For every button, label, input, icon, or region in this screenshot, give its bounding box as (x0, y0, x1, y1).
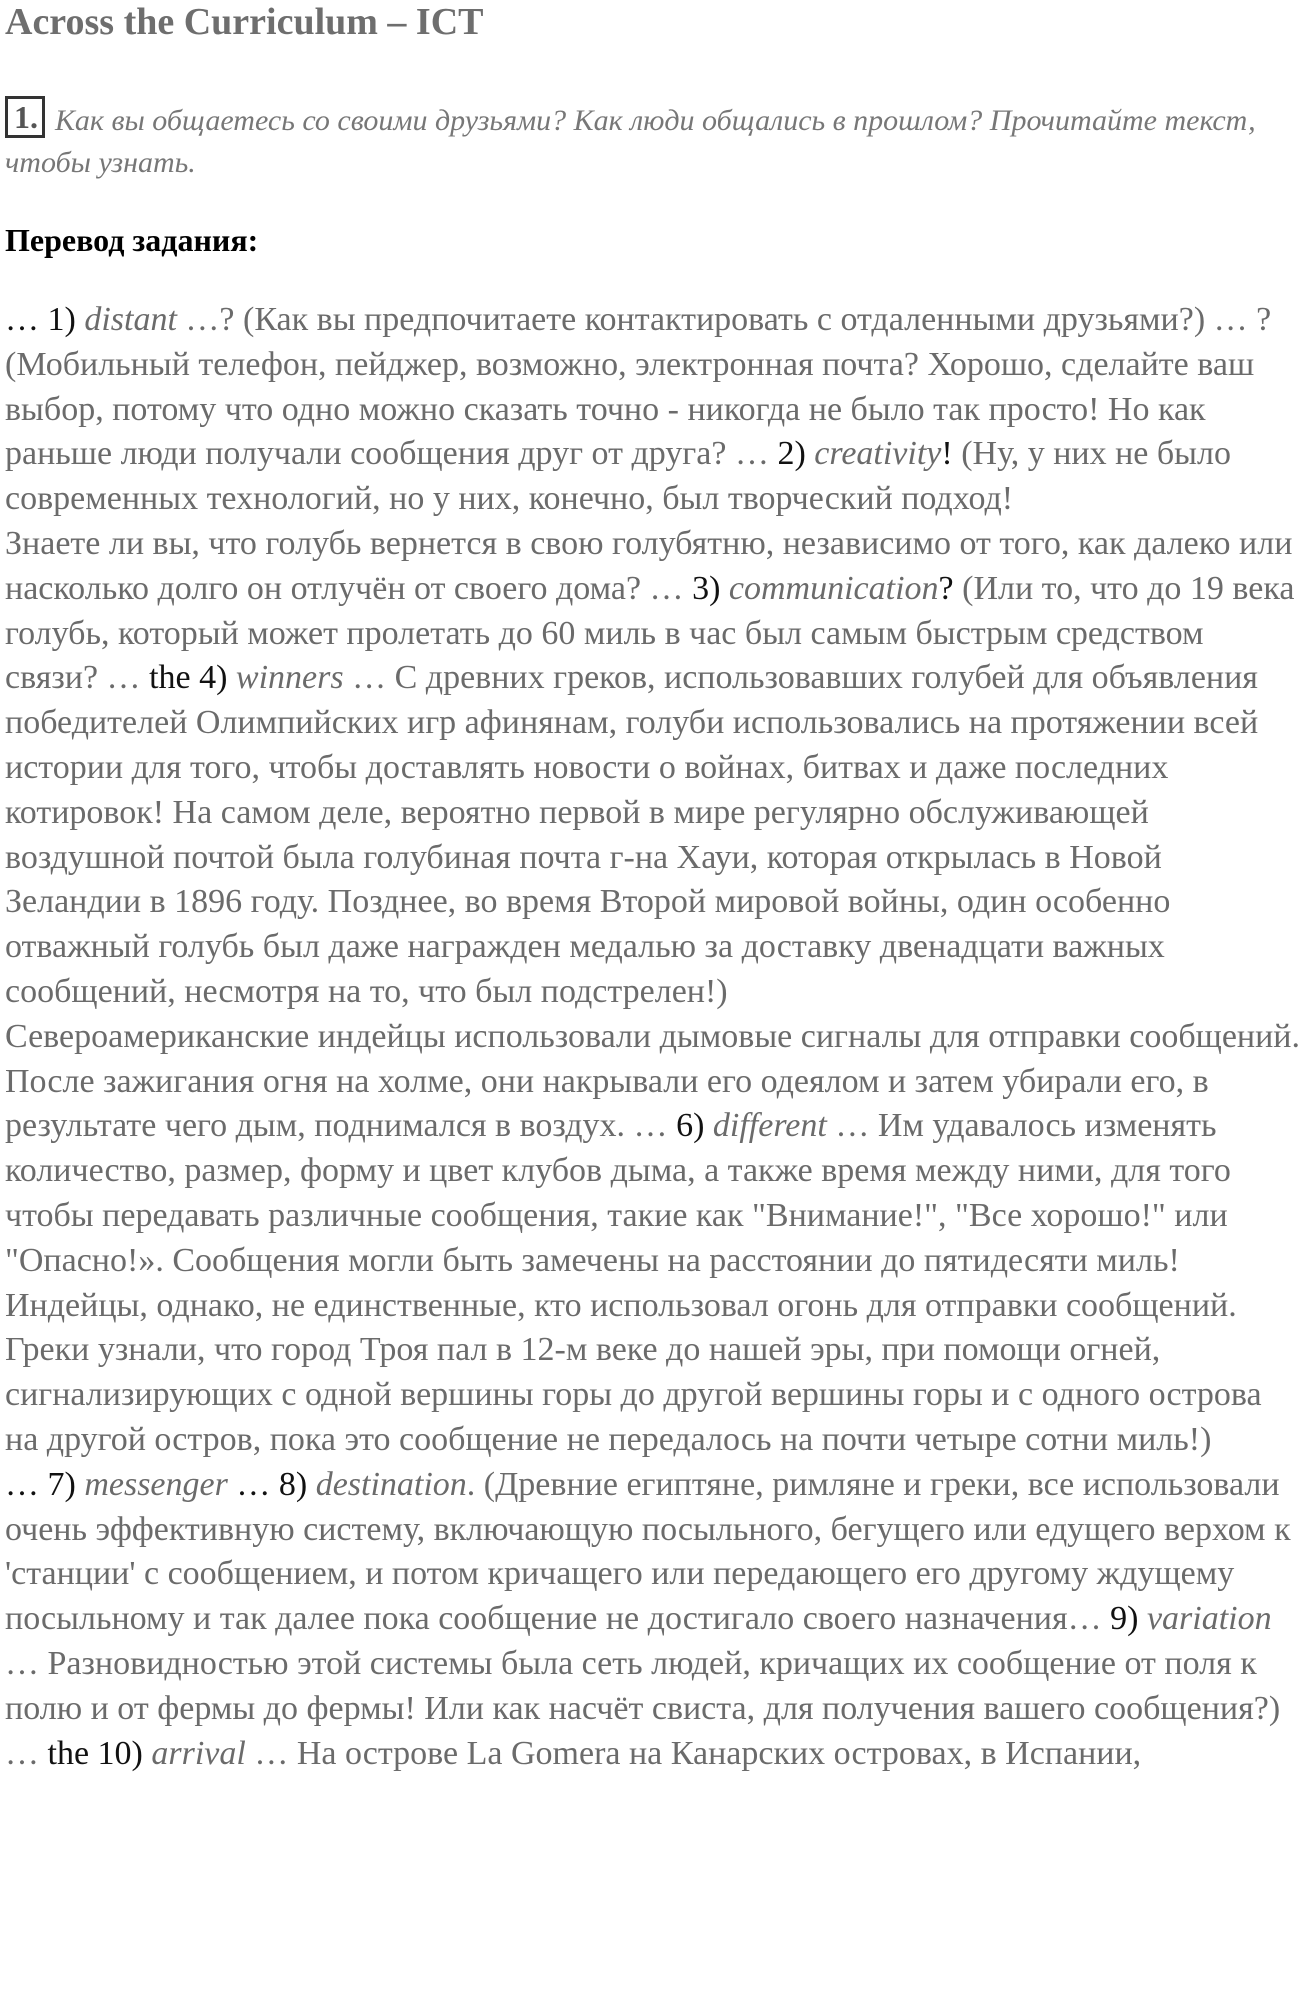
answer-4-word: winners (235, 659, 344, 697)
answer-4-number: the 4) (149, 659, 236, 697)
paragraph-3 (5, 1015, 1303, 1463)
answer-10-word: arrival (151, 1734, 246, 1772)
answer-1-word: distant (84, 301, 177, 338)
answer-3-word: communication (728, 569, 939, 607)
answer-8-number: 8) (278, 1465, 316, 1503)
answer-7-prefix: … (5, 1465, 48, 1503)
answer-6-number: 6) (676, 1107, 713, 1145)
answer-10-number: the 10) (47, 1734, 152, 1772)
answer-9-word: variation (1146, 1600, 1272, 1638)
answer-6-word: different (712, 1107, 827, 1145)
page-title: Across the Curriculum – ICT (5, 1, 484, 43)
paragraph-4 (5, 1463, 1303, 1777)
paragraph-3-text: Североамериканские индейцы использовали дымовые сигналы для отправки сообщений. После зажигания огня на холме, они накрывали его одеялом и затем убирали его, в результате чего дым, поднимался в воздух. … (5, 1017, 1301, 1145)
paragraph-1-text: …? (Как вы предпочитаете контактировать с отдаленными друзьями?) … ? (Мобильный телефон, пейджер, возможно, электронная почта? Хорошо, сделайте ваш выбор, потому что одно можно сказать точно - никогда не было так просто! Но как раньше люди получали сообщения друг от друга? … (5, 301, 1272, 473)
translation-body (5, 298, 1303, 1776)
paragraph-2-text-3: … С древних греков, использовавших голубей для объявления победителей Олимпийских игр афинянам, голуби использовались на протяжении всей истории для того, чтобы доставлять новости о войнах, битвах и даже последних котировок! На самом деле, вероятно первой в мире регулярно обслуживающей воздушной почтой была голубиная почта г-на Хауи, которая открылась в Новой Зеландии в 1896 году. Позднее, во время Второй мировой войны, один особенно отважный голубь был даже награжден медалью за доставку двенадцати важных сообщений, несмотря на то, что был подстрелен!) (5, 659, 1259, 1010)
answer-7-number: 7) (47, 1465, 85, 1503)
task-number-badge: 1. (5, 96, 45, 138)
task-text: Как вы общаетесь со своими друзьями? Как люди общались в прошлом? Прочитайте текст, чтобы узнать. (5, 104, 1256, 179)
answer-8-prefix: … (227, 1465, 279, 1503)
answer-8-word: destination (315, 1465, 467, 1503)
paragraph-4-text: . (Древние египтяне, римляне и греки, все использовали очень эффективную систему, включающую посыльного, бегущего или едущего верхом к 'станции' с сообщением, и потом кричащего или передающего его другому ждущему посыльному и так далее пока сообщение не достигало своего назначения… (5, 1465, 1291, 1638)
answer-1-prefix: … 1) (5, 301, 85, 338)
paragraph-2-text-2: (Или то, что до 19 века голубь, который может пролетать до 60 миль в час был самым быстрым средством связи? … (5, 569, 1295, 697)
paragraph-1 (5, 298, 1303, 522)
task-prompt (5, 96, 1301, 184)
answer-2-exclamation: ! (941, 435, 953, 473)
section-heading: Перевод задания: (5, 222, 259, 258)
paragraph-4-text-3: … На острове La Gomera на Канарских островах, в Испании, (245, 1734, 1142, 1772)
answer-7-word: messenger (84, 1465, 228, 1503)
paragraph-4-text-2: … Разновидностью этой системы была сеть людей, кричащих их сообщение от поля к полю и от фермы до фермы! Или как насчёт свиста, для получения вашего сообщения?) … (5, 1644, 1281, 1772)
paragraph-3-text-2: … Им удавалось изменять количество, размер, форму и цвет клубов дыма, а также время между ними, для того чтобы передавать различные сообщения, такие как "Внимание!", "Все хорошо!" или "Опасно!». Сообщения могли быть замечены на расстоянии до пятидесяти миль! Индейцы, однако, не единственные, кто использовал огонь для отправки сообщений. Греки узнали, что город Троя пал в 12-м веке до нашей эры, при помощи огней, сигнализирующих с одной вершины горы до другой вершины горы и с одного острова на другой остров, пока это сообщение не передалось на почти четыре сотни миль!) (5, 1107, 1262, 1458)
answer-2-number: 2) (777, 435, 815, 473)
answer-2-word: creativity (814, 435, 942, 473)
answer-9-number: 9) (1110, 1600, 1147, 1638)
paragraph-2 (5, 522, 1303, 1015)
answer-3-number: 3) (692, 569, 729, 607)
answer-3-question: ? (938, 569, 954, 607)
paragraph-2-text: Знаете ли вы, что голубь вернется в свою голубятню, независимо от того, как далеко или насколько долго он отлучён от своего дома? … (5, 524, 1293, 607)
paragraph-1-text-2: (Ну, у них не было современных технологий, но у них, конечно, был творческий подход! (5, 435, 1231, 518)
